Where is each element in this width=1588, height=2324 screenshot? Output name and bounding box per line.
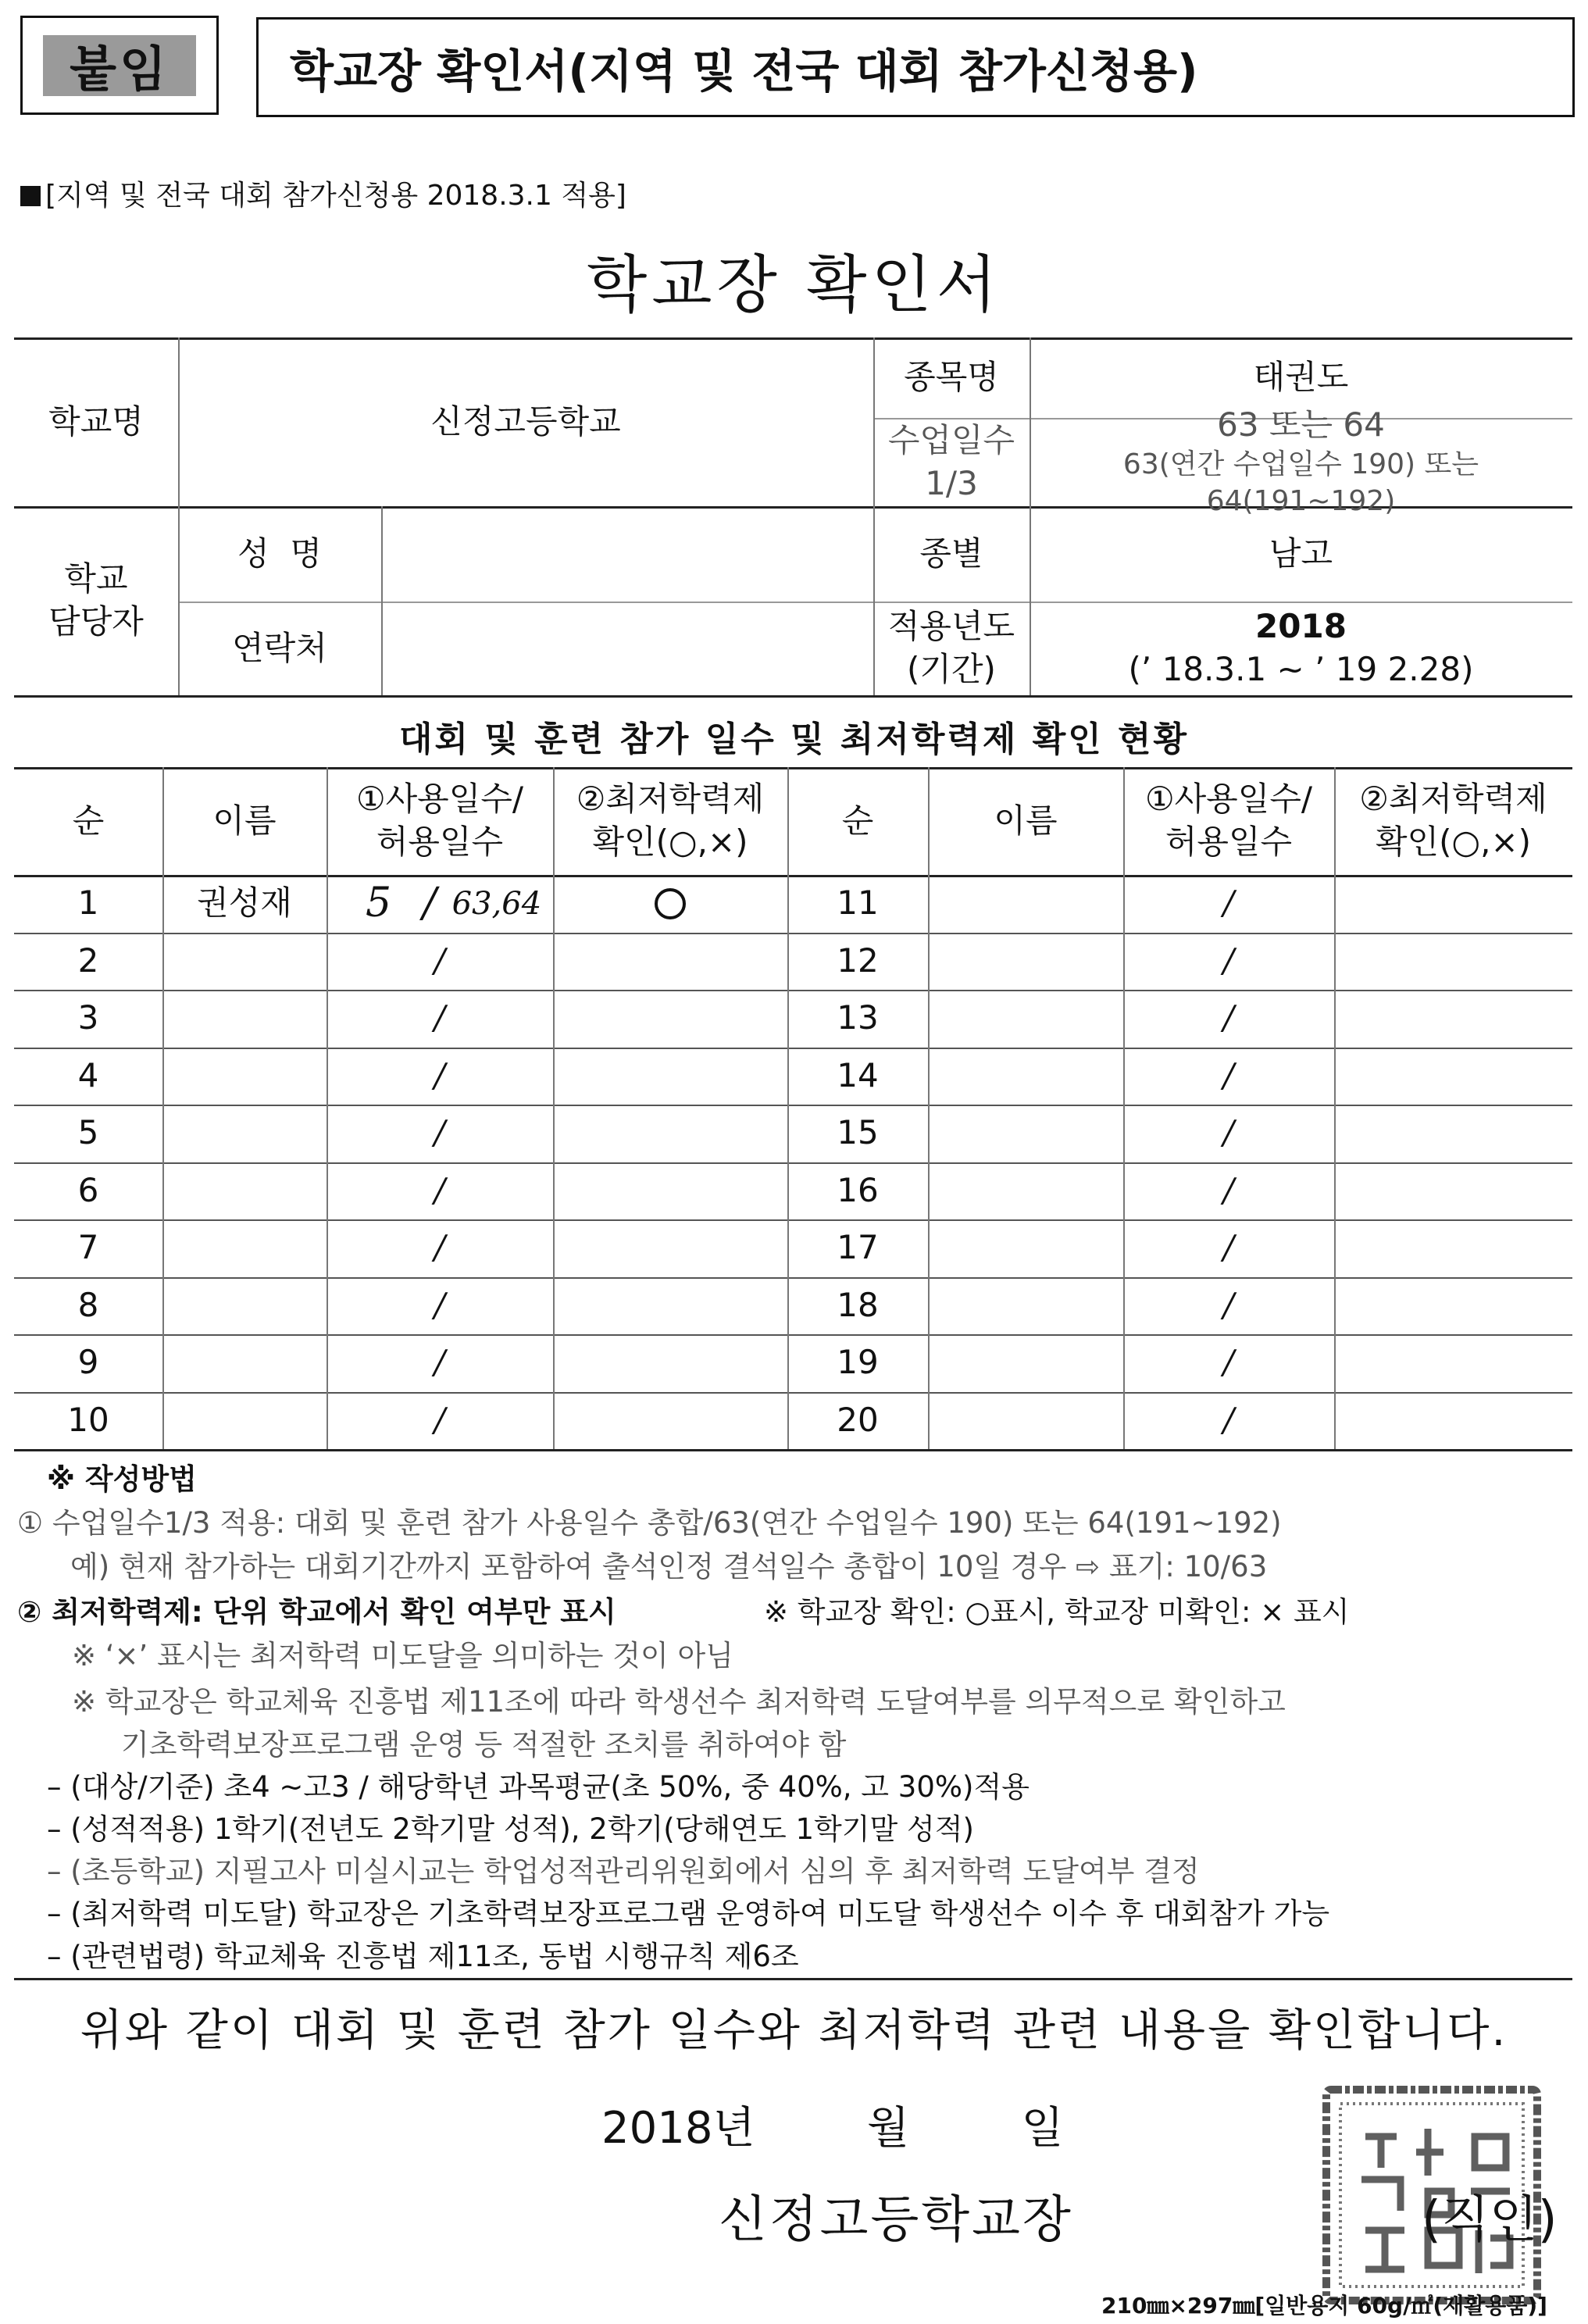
principal-signature: 신정고등학교장 [719,2191,1073,2249]
row-number: 13 [837,998,879,1037]
row-name [928,1048,1123,1105]
min-check [553,1105,787,1162]
school-name-label: 학교명 [48,402,144,441]
min-check [1334,990,1572,1048]
row-name [928,1162,1123,1220]
row-name [162,1219,327,1277]
year-label-1: 적용년도 [887,607,1015,646]
slash: / [423,879,437,926]
row-name [928,1277,1123,1335]
row-number: 1 [77,884,99,923]
class-days-label-2: 1/3 [925,463,978,502]
row-number: 12 [837,941,879,980]
attachment-tag-label: 붙임 [43,35,196,96]
row-number: 9 [77,1343,99,1382]
row-number: 15 [837,1113,879,1152]
header-min-line-2: 확인(○,×) [1375,823,1532,861]
min-check [1334,1105,1572,1162]
header-min-left [553,767,787,875]
document-title: 학교장 확인서 [586,248,1002,321]
days-cell: / [434,1228,446,1267]
days-cell: / [434,998,446,1037]
header-title: 학교장 확인서(지역 및 전국 대회 참가신청용) [256,17,1575,117]
note-4a: ※ 학교장은 학교체육 진흥법 제11조에 따라 학생선수 최저학력 도달여부를 의무적으로 확인하고 [72,1685,1286,1719]
min-check [1334,1162,1572,1220]
notes-bottom-line [14,1978,1572,1980]
min-check [1334,1048,1572,1105]
row-number: 18 [837,1285,879,1324]
header-min-line-2: 확인(○,×) [592,823,748,861]
row-number: 8 [77,1285,99,1324]
header-min-right [1334,767,1572,875]
row-number: 14 [837,1055,879,1094]
days-handwritten [327,875,553,933]
class-days-value [1030,405,1572,517]
row-number: 19 [837,1343,879,1382]
days-cell: / [434,1113,446,1152]
manager-label-2: 담당자 [48,602,144,641]
bullet-square-icon [20,186,41,206]
note-2b: ※ 학교장 확인: ○표시, 학교장 미확인: × 표시 [764,1595,1350,1629]
days-cell: / [1222,998,1235,1037]
days-cell: / [1222,884,1235,923]
min-check [553,1219,787,1277]
row-name: 권성재 [197,884,292,923]
min-check [1334,1219,1572,1277]
used-days: 5 [366,879,392,926]
row-name [162,1162,327,1220]
days-cell: / [1222,1285,1235,1324]
class-days-value-1: 63 또는 64 [1217,405,1385,444]
row-name [928,990,1123,1048]
kind-label: 종별 [919,534,983,573]
school-name-value: 신정고등학교 [430,402,621,441]
note-3: ※ ‘×’ 표시는 최저학력 미도달을 의미하는 것이 아님 [72,1639,733,1672]
row-name [928,933,1123,991]
row-number: 16 [837,1170,879,1209]
row-name [928,875,1123,933]
row-name [928,1392,1123,1450]
year-value [1030,602,1572,695]
header-min-line-1: ②최저학력제 [576,780,765,819]
header-days-right [1123,767,1334,875]
row-name [162,1105,327,1162]
row-name [162,1334,327,1392]
year-label-2: (기간) [907,650,996,688]
paper-spec-footer: 210㎜×297㎜[일반용지 60g/㎡(재활용품)] [1101,2293,1547,2319]
year-label [873,602,1030,695]
sport-label: 종목명 [904,358,999,397]
days-cell: / [1222,941,1235,980]
row-name [928,1334,1123,1392]
subheading-text: [지역 및 전국 대회 참가신청용 2018.3.1 적용] [45,180,626,212]
section-title: 대회 및 훈련 참가 일수 및 최저학력제 확인 현황 [398,719,1190,760]
seal-label: (직인) [1422,2191,1558,2249]
detail-1: – (대상/기준) 초4 ~고3 / 해당학년 과목평균(초 50%, 중 40%, 고 30%)적용 [47,1770,1030,1804]
days-cell: / [1222,1228,1235,1267]
header-days-left [327,767,553,875]
header-name-left: 이름 [212,801,277,840]
circle-mark-icon [655,888,686,919]
year-value-2: (’ 18.3.1 ~ ’ 19 2.28) [1128,650,1474,688]
min-check [1334,875,1572,933]
kind-value: 남고 [1269,534,1333,573]
detail-5: – (관련법령) 학교체육 진흥법 제11조, 동법 시행규칙 제6조 [47,1940,799,1973]
header-days-line-2: 허용일수 [376,823,504,861]
contact-label: 연락처 [232,628,327,667]
min-check [553,1162,787,1220]
notes-heading: ※ 작성방법 [47,1462,197,1496]
manager-label-1: 학교 [64,559,128,598]
row-name [928,1105,1123,1162]
row-name [162,990,327,1048]
row-number: 4 [77,1055,99,1094]
header-min-line-1: ②최저학력제 [1359,780,1547,819]
manager-label [14,506,178,695]
row-number: 2 [77,941,99,980]
name-label: 성 명 [237,534,322,573]
min-check [553,990,787,1048]
table-row-line [14,1449,1572,1451]
row-name [162,1048,327,1105]
date-text: 2018년 월 일 [601,2103,1064,2154]
row-name [162,933,327,991]
row-name [928,1219,1123,1277]
days-cell: / [1222,1343,1235,1382]
attachment-tag [20,16,219,115]
row-number: 11 [837,884,879,923]
min-check [553,1334,787,1392]
confirmation-text: 위와 같이 대회 및 훈련 참가 일수와 최저학력 관련 내용을 확인합니다. [80,2005,1508,2056]
min-check [1334,1392,1572,1450]
class-days-value-2: 63(연간 수업일수 190) 또는 64(191~192) [1122,448,1479,517]
days-cell: / [1222,1400,1235,1439]
min-check [553,1048,787,1105]
min-check [553,933,787,991]
days-cell: / [434,1055,446,1094]
min-check [1334,933,1572,991]
min-check [1334,1334,1572,1392]
row-name [162,1277,327,1335]
row-number: 20 [837,1400,879,1439]
header-no-right: 순 [841,801,874,840]
row-number: 10 [67,1400,109,1439]
header-days-line-2: 허용일수 [1165,823,1293,861]
row-number: 6 [77,1170,99,1209]
row-number: 3 [77,998,99,1037]
row-number: 17 [837,1228,879,1267]
row-name [162,1392,327,1450]
year-value-1: 2018 [1255,607,1347,646]
class-days-label-1: 수업일수 [887,420,1015,459]
info-table-bottom-line [14,695,1572,698]
header-name-right: 이름 [994,801,1058,840]
min-check [553,1392,787,1450]
days-cell: / [434,1400,446,1439]
contact-value[interactable] [381,602,873,695]
days-cell: / [434,1343,446,1382]
note-1a: ① 수업일수1/3 적용: 대회 및 훈련 참가 사용일수 총합/63(연간 수업일수 190) 또는 64(191~192) [17,1506,1282,1540]
header-days-line-1: ①사용일수/ [355,780,524,819]
subheading [20,173,626,213]
allowed-days: 63,64 [451,885,542,922]
detail-3: – (초등학교) 지필고사 미실시교는 학업성적관리위원회에서 심의 후 최저학력 도달여부 결정 [47,1855,1200,1888]
note-4b: 기초학력보장프로그램 운영 등 적절한 조치를 취하여야 함 [121,1728,847,1762]
class-days-label [873,418,1030,506]
row-number: 7 [77,1228,99,1267]
days-cell: / [434,941,446,980]
days-cell: / [1222,1113,1235,1152]
days-cell: / [1222,1055,1235,1094]
min-check [1334,1277,1572,1335]
days-cell: / [434,1285,446,1324]
detail-2: – (성적적용) 1학기(전년도 2학기말 성적), 2학기(당해연도 1학기말 성적) [47,1812,974,1846]
header-no-left: 순 [72,801,105,840]
row-number: 5 [77,1113,99,1152]
days-cell: / [1222,1170,1235,1209]
min-check [553,1277,787,1335]
header-days-line-1: ①사용일수/ [1144,780,1313,819]
note-2a: ② 최저학력제: 단위 학교에서 확인 여부만 표시 [17,1595,616,1629]
min-check [553,875,787,933]
note-1b: 예) 현재 참가하는 대회기간까지 포함하여 출석인정 결석일수 총합이 10일 경우 ⇨ 표기: 10/63 [70,1550,1268,1583]
sport-value: 태권도 [1253,358,1349,397]
days-cell: / [434,1170,446,1209]
name-value[interactable] [381,506,873,602]
detail-4: – (최저학력 미도달) 학교장은 기초학력보장프로그램 운영하여 미도달 학생선수 이수 후 대회참가 가능 [47,1897,1330,1930]
